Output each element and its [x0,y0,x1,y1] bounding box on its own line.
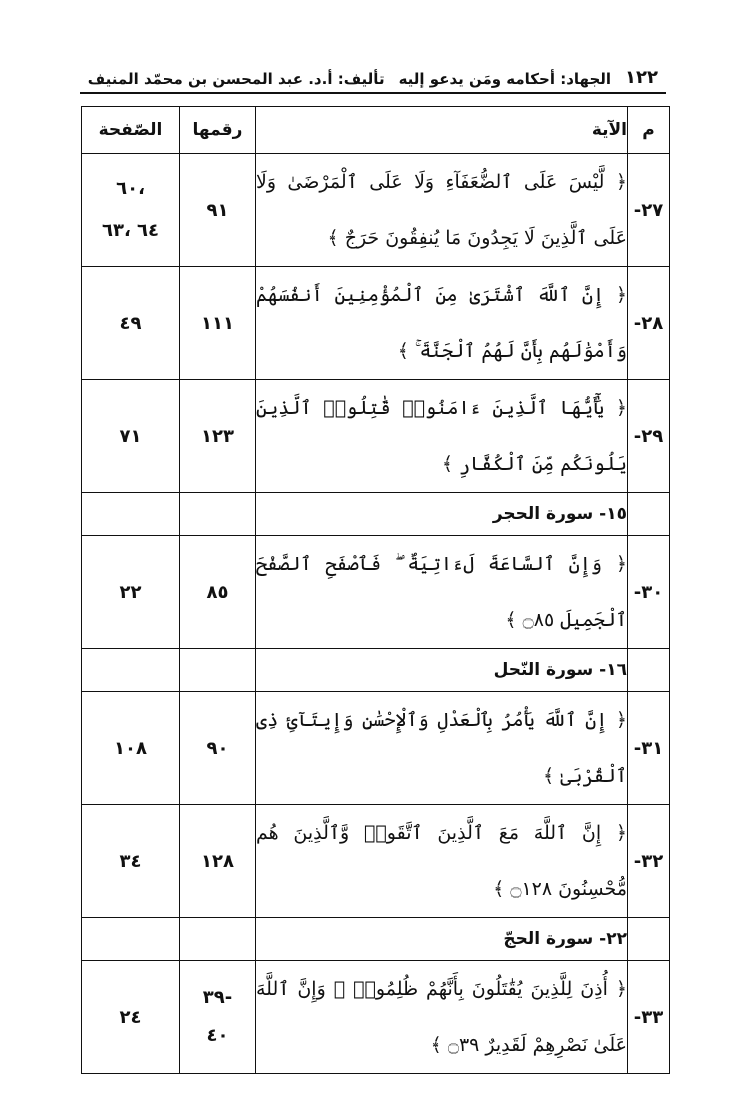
verse-index: ٣٣- [628,961,670,1074]
ayah-text: ﴿ إِنَّ ٱللَّهَ يَأْمُرُ بِٱلْعَدْلِ وَٱلْإِحْسَٰنِ وَإِيتَآئِ ذِى ٱلْقُرْبَىٰ ﴾ [256,692,628,805]
column-header-number: رقمها [180,107,256,154]
book-author: تأليف: أ.د. عبد المحسن بن محمّد المنيف [87,70,385,88]
sura-heading-row [82,918,670,961]
page-reference-line: ٢٤ [119,1006,142,1028]
page-reference [82,154,180,267]
sura-title: ١٥- سورة الحجر [256,493,628,536]
ayah-number: ٩٠ [180,692,256,805]
verse-row [82,692,670,805]
sura-title: ٢٢- سورة الحجّ [256,918,628,961]
page-header [78,62,658,88]
page-number: ١٢٢ [625,67,658,88]
table-header-row [82,107,670,154]
verse-index: ٢٩- [628,380,670,493]
page-reference [82,536,180,649]
verse-row [82,805,670,918]
verse-index: ٢٧- [628,154,670,267]
page-reference-line: ٦٤ ،٦٣ [101,220,160,241]
ayah-number: ٩١ [180,154,256,267]
page-reference-line: ،٦٠ [116,178,145,199]
ayah-number-line: -٣٩ [202,987,233,1008]
page-reference [82,692,180,805]
ayah-text: ﴿ يَٰٓأَيُّهَا ٱلَّذِينَ ءَامَنُوا۟ قَٰتِلُوا۟ ٱلَّذِينَ يَلُونَكُم مِّنَ ٱلْكُفَّارِ ﴾ [256,380,628,493]
ayah-number: ١١١ [180,267,256,380]
ayah-number [180,961,256,1074]
ayah-text: ﴿ لَّيْسَ عَلَى ٱلضُّعَفَآءِ وَلَا عَلَى ٱلْمَرْضَىٰ وَلَا عَلَى ٱلَّذِينَ لَا يَجِدُونَ مَا يُنفِقُونَ حَرَجٌ ﴾ [256,154,628,267]
verse-index: ٢٨- [628,267,670,380]
verse-index: ٣١- [628,692,670,805]
header-rule [80,92,666,94]
page-reference-line: ٣٤ [119,850,142,872]
page-reference [82,380,180,493]
empty-cell [82,649,180,692]
page-reference-line: ٧١ [119,425,142,447]
page-reference [82,267,180,380]
ayah-text: ﴿ أُذِنَ لِلَّذِينَ يُقَٰتَلُونَ بِأَنَّهُمْ ظُلِمُوا۟ ۚ وَإِنَّ ٱللَّهَ عَلَىٰ نَصْرِهِمْ لَقَدِيرٌ ۝٣٩ ﴾ [256,961,628,1074]
verse-row [82,536,670,649]
verse-row [82,380,670,493]
sura-title: ١٦- سورة النّحل [256,649,628,692]
ayah-text: ﴿ وَإِنَّ ٱلسَّاعَةَ لَءَاتِيَةٌ ۖ فَٱصْفَحِ ٱلصَّفْحَ ٱلْجَمِيلَ ۝٨٥ ﴾ [256,536,628,649]
ayah-number-line: ٤٠ [206,1025,229,1046]
empty-cell [628,918,670,961]
page-reference-line: ١٠٨ [114,737,147,759]
empty-cell [628,493,670,536]
page-reference [82,805,180,918]
verse-row [82,267,670,380]
verse-row [82,154,670,267]
ayah-number: ٨٥ [180,536,256,649]
sura-heading-row [82,493,670,536]
column-header-index: م [628,107,670,154]
column-header-page: الصّفحة [82,107,180,154]
ayah-text: ﴿ إِنَّ ٱللَّهَ مَعَ ٱلَّذِينَ ٱتَّقَوا۟ وَّٱلَّذِينَ هُم مُّحْسِنُونَ ۝١٢٨ ﴾ [256,805,628,918]
verse-row [82,961,670,1074]
empty-cell [180,649,256,692]
empty-cell [628,649,670,692]
empty-cell [82,918,180,961]
empty-cell [82,493,180,536]
column-header-ayah: الآية [256,107,628,154]
ayah-number: ١٢٣ [180,380,256,493]
verse-index: ٣٠- [628,536,670,649]
page-reference [82,961,180,1074]
ayah-number: ١٢٨ [180,805,256,918]
book-title: الجهاد: أحكامه ومَن يدعو إليه [398,70,612,88]
page-reference-line: ٤٩ [119,312,142,334]
empty-cell [180,493,256,536]
verses-table [81,106,670,1074]
sura-heading-row [82,649,670,692]
empty-cell [180,918,256,961]
ayah-text: ﴿ إِنَّ ٱللَّهَ ٱشْتَرَىٰ مِنَ ٱلْمُؤْمِنِينَ أَنفُسَهُمْ وَأَمْوَٰلَهُم بِأَنَّ لَهُمُ ٱلْجَنَّةَ ۚ ﴾ [256,267,628,380]
verse-index: ٣٢- [628,805,670,918]
page-reference-line: ٢٢ [119,581,142,603]
